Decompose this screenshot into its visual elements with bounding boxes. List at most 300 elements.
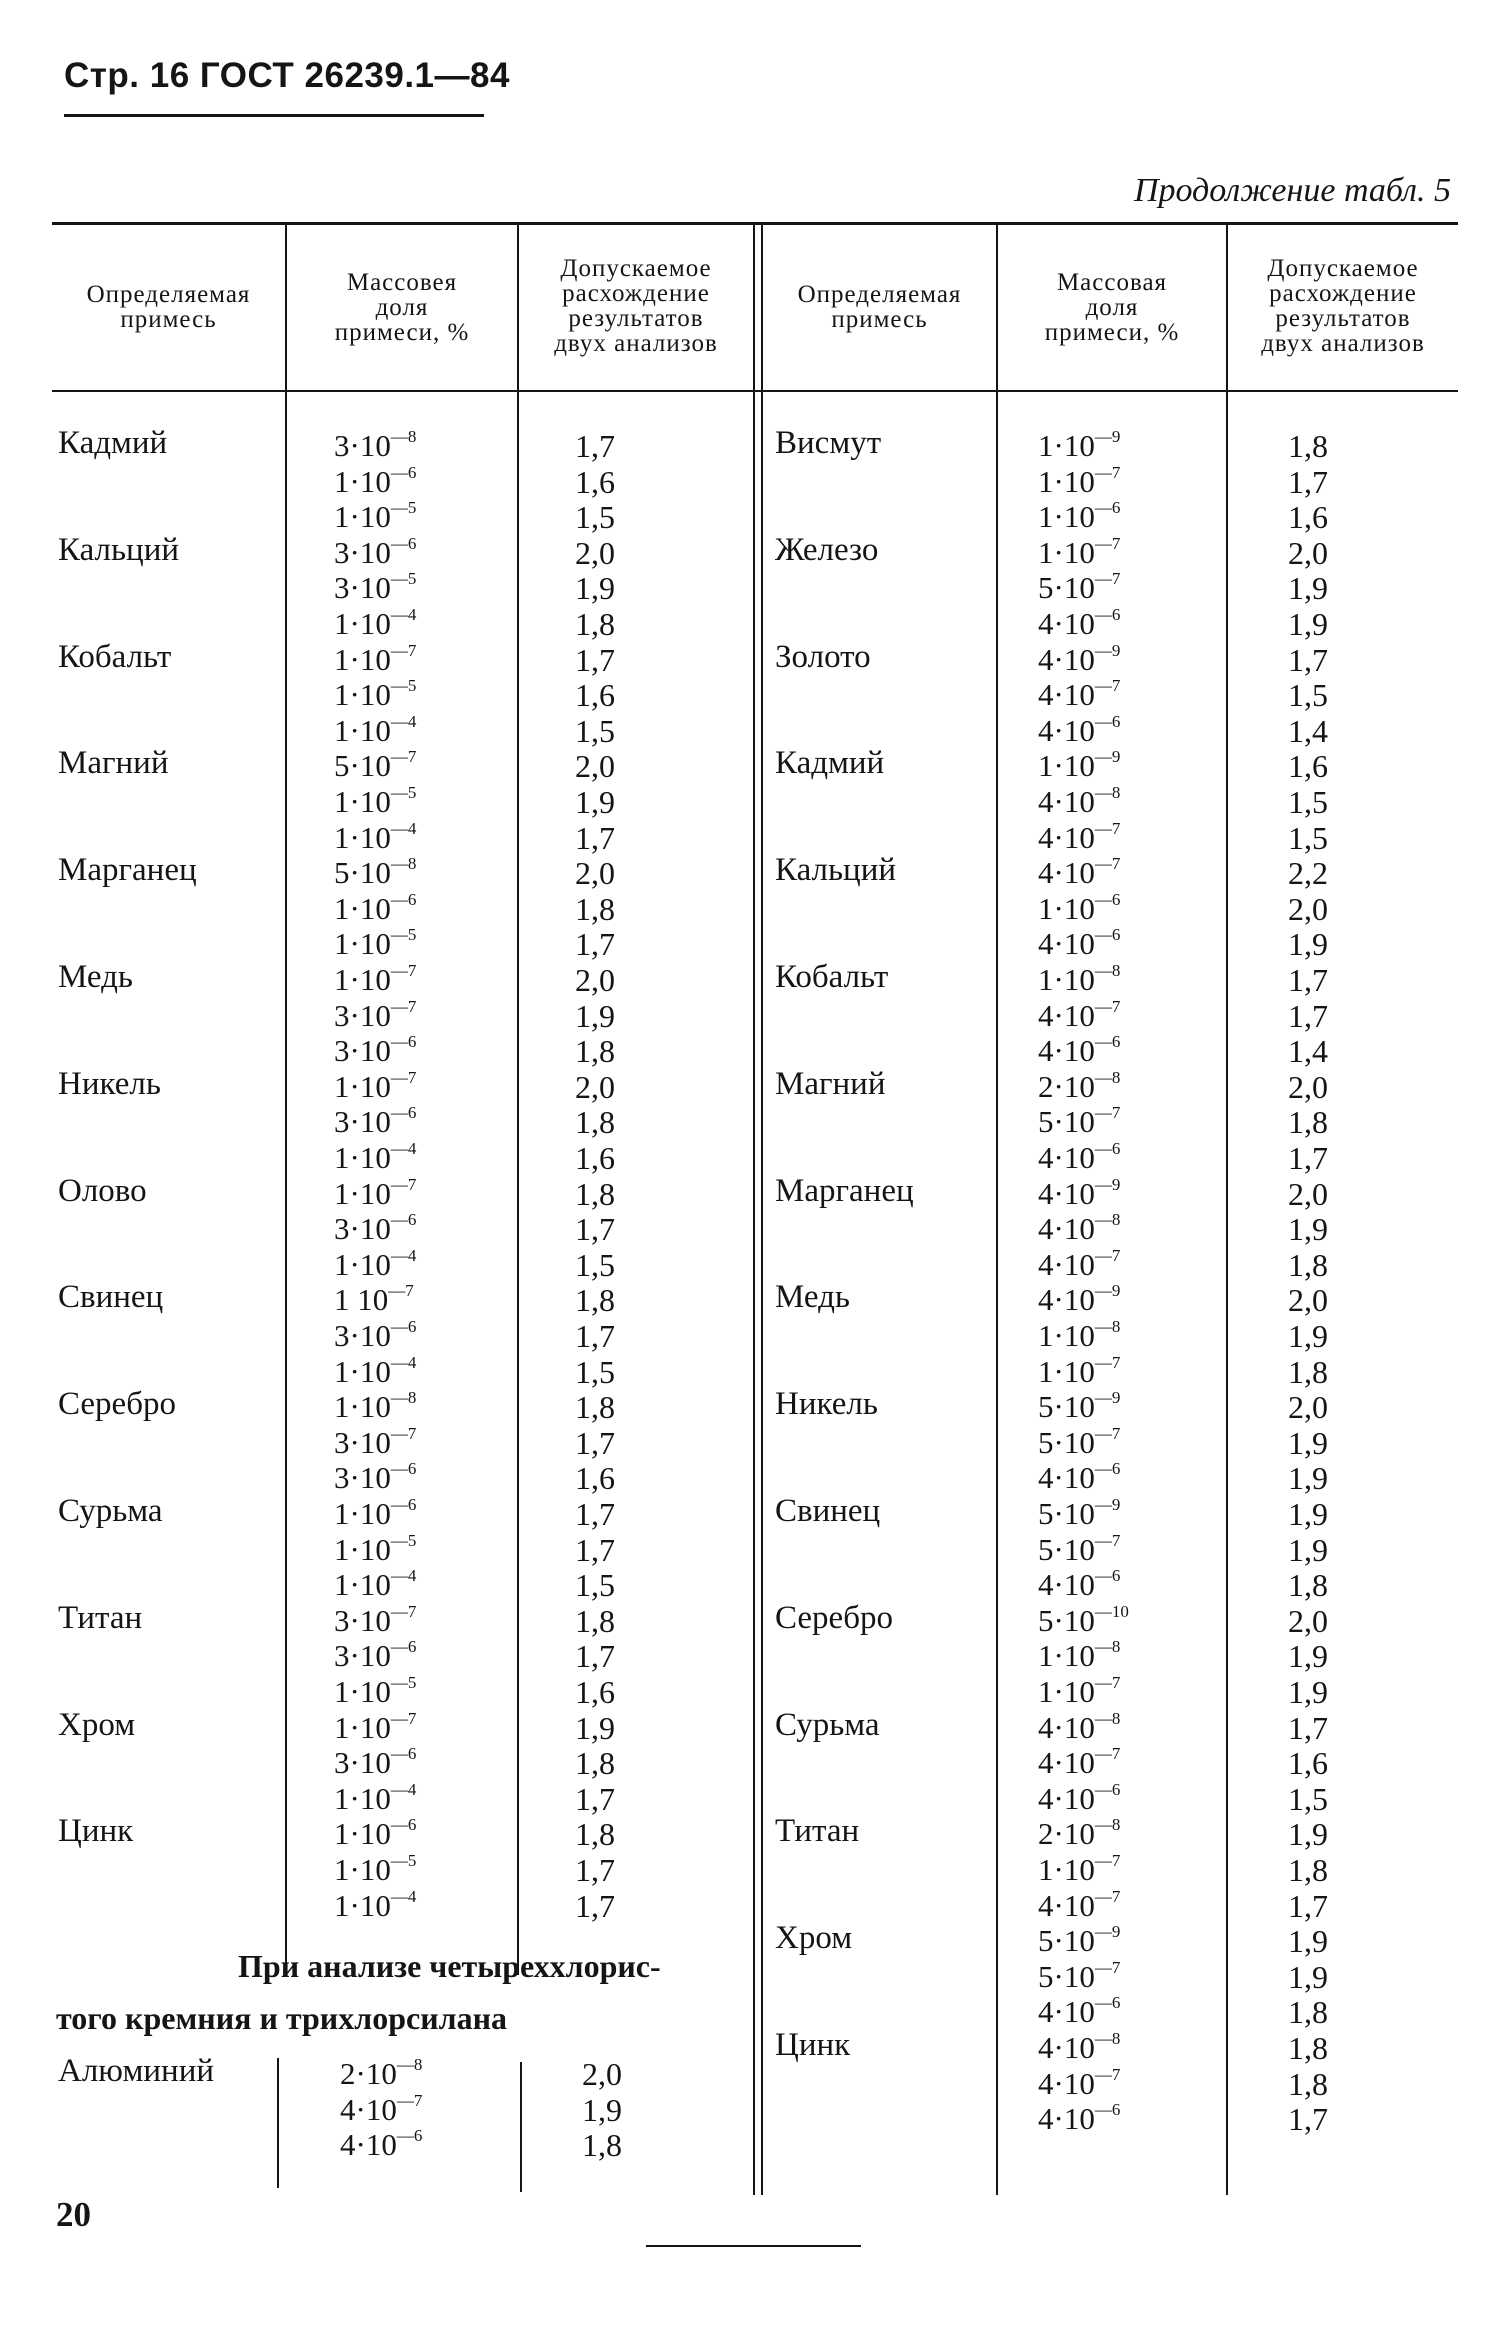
- mass-fraction-exponent: —4: [390, 1352, 417, 1372]
- mass-fraction: [1038, 1425, 1120, 1461]
- allowed-discrepancy: 2,0: [1288, 1282, 1328, 1319]
- mass-fraction-mantissa: 1 10: [334, 1282, 389, 1318]
- mass-fraction-mantissa: 1·10: [1038, 1353, 1095, 1389]
- allowed-discrepancy: 2,0: [1288, 1175, 1328, 1212]
- allowed-discrepancy: 1,6: [575, 1460, 615, 1497]
- mass-fraction: [334, 926, 416, 962]
- impurity-name: Кальций: [775, 852, 897, 889]
- allowed-discrepancy: 1,8: [1288, 1246, 1328, 1283]
- mass-fraction: [1038, 1033, 1120, 1069]
- allowed-discrepancy: 1,8: [1288, 1104, 1328, 1141]
- mass-fraction-exponent: —4: [390, 1139, 417, 1158]
- mass-fraction-mantissa: 1·10: [334, 1674, 391, 1709]
- mass-fraction: [334, 748, 416, 784]
- mass-fraction-mantissa: 1·10: [334, 1567, 391, 1603]
- mass-fraction-exponent: —6: [390, 1210, 417, 1230]
- mass-fraction: [1038, 1496, 1120, 1532]
- table-continuation-label: Продолжение табл. 5: [1133, 172, 1451, 209]
- mass-fraction: [1038, 1745, 1120, 1781]
- allowed-discrepancy: 2,0: [575, 748, 615, 785]
- mass-fraction: [334, 998, 416, 1034]
- allowed-discrepancy: 1,9: [1288, 926, 1328, 963]
- mass-fraction-mantissa: 1·10: [334, 1887, 391, 1923]
- mass-fraction-exponent: —7: [1094, 1673, 1121, 1692]
- mass-fraction: [1038, 677, 1120, 713]
- mass-fraction-mantissa: 1·10: [1038, 890, 1095, 926]
- mass-fraction-exponent: —7: [1094, 533, 1121, 553]
- mass-fraction-exponent: —5: [390, 1673, 417, 1692]
- mass-fraction-mantissa: 1·10: [334, 1175, 391, 1211]
- mass-fraction: [1038, 1710, 1120, 1746]
- mass-fraction: [334, 1460, 416, 1496]
- mass-fraction-exponent: —9: [1094, 1495, 1121, 1514]
- mass-fraction: [334, 642, 416, 678]
- allowed-discrepancy: 1,5: [575, 1246, 615, 1283]
- mass-fraction-exponent: —5: [390, 1851, 417, 1870]
- mass-fraction: [334, 784, 416, 820]
- mass-fraction-mantissa: 4·10: [1038, 1709, 1095, 1745]
- mass-fraction-mantissa: 5·10: [1038, 1496, 1095, 1531]
- mass-fraction: [334, 1176, 416, 1212]
- section-heading: [56, 1940, 736, 2044]
- allowed-discrepancy: 1,7: [1288, 2101, 1328, 2138]
- allowed-discrepancy: 2,0: [575, 855, 615, 892]
- mass-fraction-mantissa: 3·10: [334, 1424, 391, 1460]
- mass-fraction-exponent: —8: [1094, 1210, 1121, 1230]
- mass-fraction: [334, 820, 416, 856]
- mass-fraction: [334, 1211, 416, 1247]
- mass-fraction: [1038, 1532, 1120, 1568]
- mass-fraction: [334, 1603, 416, 1639]
- impurity-name: Цинк: [775, 2027, 851, 2063]
- mass-fraction-exponent: —7: [1094, 1851, 1121, 1870]
- allowed-discrepancy: 1,5: [1288, 819, 1328, 856]
- mass-fraction-exponent: —7: [390, 747, 417, 767]
- mass-fraction-mantissa: 3·10: [334, 1211, 391, 1247]
- mass-fraction: [1038, 1176, 1120, 1212]
- mass-fraction: [334, 891, 416, 927]
- mass-fraction-exponent: —8: [1094, 2029, 1121, 2048]
- mass-fraction-mantissa: 4·10: [340, 2127, 397, 2163]
- mass-fraction-exponent: —6: [1094, 605, 1121, 624]
- mass-fraction-exponent: —9: [1094, 1388, 1121, 1408]
- mass-fraction: [1038, 1603, 1129, 1639]
- allowed-discrepancy: 1,7: [575, 819, 615, 856]
- impurity-name: Алюминий: [58, 2053, 215, 2089]
- mass-fraction: [334, 1354, 416, 1390]
- allowed-discrepancy: 1,9: [1288, 1816, 1328, 1853]
- mass-fraction-exponent: —8: [1094, 1815, 1121, 1835]
- mass-fraction-mantissa: 1·10: [1038, 1638, 1095, 1674]
- allowed-discrepancy: 1,9: [1288, 1318, 1328, 1354]
- impurity-name: Кобальт: [775, 959, 889, 995]
- mass-fraction-exponent: —9: [1094, 1922, 1121, 1942]
- mass-fraction-mantissa: 4·10: [1038, 1887, 1095, 1923]
- mass-fraction-mantissa: 3·10: [334, 997, 391, 1033]
- mass-fraction-mantissa: 1·10: [334, 463, 391, 499]
- allowed-discrepancy: 1,9: [1288, 1496, 1328, 1532]
- mass-fraction: [1038, 1247, 1120, 1283]
- mass-fraction-mantissa: 3·10: [334, 1033, 391, 1069]
- mass-fraction-exponent: —7: [390, 1174, 417, 1194]
- mass-fraction-exponent: —7: [390, 996, 417, 1016]
- mass-fraction-mantissa: 1·10: [334, 712, 391, 748]
- allowed-discrepancy: 1,8: [575, 1745, 615, 1782]
- mass-fraction: [1038, 1104, 1120, 1140]
- mass-fraction-mantissa: 4·10: [1038, 712, 1095, 748]
- allowed-discrepancy: 1,9: [1288, 1923, 1328, 1960]
- allowed-discrepancy: 1,7: [575, 1638, 615, 1675]
- impurity-name: Висмут: [775, 425, 882, 461]
- mass-fraction-mantissa: 1·10: [1038, 962, 1095, 997]
- mass-fraction-exponent: —6: [1094, 711, 1121, 731]
- allowed-discrepancy: 1,7: [1288, 463, 1328, 500]
- impurity-name: Медь: [58, 959, 133, 995]
- mass-fraction-mantissa: 5·10: [1038, 1531, 1095, 1567]
- allowed-discrepancy: 1,5: [575, 1567, 615, 1604]
- mass-fraction-mantissa: 1·10: [334, 1852, 391, 1887]
- mass-fraction-mantissa: 5·10: [1038, 1104, 1095, 1140]
- mass-fraction: [1038, 642, 1120, 678]
- table-top-rule: [52, 222, 1458, 225]
- mass-fraction: [334, 1069, 416, 1105]
- allowed-discrepancy: 1,8: [575, 1282, 615, 1319]
- mass-fraction-mantissa: 1·10: [334, 890, 391, 926]
- col-header-impurity-right: Определяемая примесь: [797, 281, 962, 333]
- mass-fraction: [1038, 1674, 1120, 1710]
- mass-fraction-exponent: —6: [390, 1637, 417, 1657]
- mass-fraction-mantissa: 4·10: [1038, 1780, 1095, 1816]
- mass-fraction-mantissa: 4·10: [1038, 2030, 1095, 2065]
- mass-fraction-exponent: —7: [390, 1423, 417, 1443]
- mass-fraction-mantissa: 4·10: [1038, 1994, 1095, 2030]
- mass-fraction-mantissa: 1·10: [1038, 428, 1095, 463]
- allowed-discrepancy: 1,4: [1288, 712, 1328, 749]
- allowed-discrepancy: 1,8: [575, 1389, 615, 1426]
- mass-fraction-exponent: —7: [1094, 676, 1121, 696]
- allowed-discrepancy: 1,9: [1288, 1958, 1328, 1995]
- mass-fraction-exponent: —5: [390, 783, 417, 802]
- allowed-discrepancy: 1,8: [575, 606, 615, 642]
- allowed-discrepancy: 1,7: [1288, 1887, 1328, 1924]
- allowed-discrepancy: 1,8: [1288, 1567, 1328, 1604]
- mass-fraction-mantissa: 1·10: [334, 1246, 391, 1282]
- mass-fraction-exponent: —7: [396, 2090, 423, 2110]
- mass-fraction-exponent: —7: [1094, 1103, 1121, 1123]
- impurity-name: Сурьма: [775, 1706, 880, 1743]
- allowed-discrepancy: 1,6: [575, 677, 615, 714]
- mass-fraction: [334, 570, 416, 606]
- mass-fraction-exponent: —6: [390, 1744, 417, 1764]
- col-divider-4: [996, 225, 998, 2195]
- aluminium-left-bracket: [277, 2058, 279, 2188]
- allowed-discrepancy: 2,0: [575, 534, 615, 571]
- mass-fraction-exponent: —7: [1094, 462, 1121, 482]
- allowed-discrepancy: 1,7: [1288, 997, 1328, 1034]
- mass-fraction-mantissa: 4·10: [1038, 855, 1095, 891]
- allowed-discrepancy: 1,7: [575, 428, 615, 464]
- mass-fraction-exponent: —7: [390, 640, 417, 660]
- mass-fraction-exponent: —7: [1094, 1423, 1121, 1443]
- mass-fraction: [334, 962, 416, 998]
- impurity-name: Кадмий: [58, 425, 168, 461]
- allowed-discrepancy: 1,5: [575, 712, 615, 749]
- mass-fraction-mantissa: 3·10: [334, 1318, 391, 1353]
- mass-fraction: [334, 535, 416, 571]
- impurity-name: Кадмий: [775, 745, 885, 782]
- mass-fraction-exponent: —7: [390, 1601, 417, 1621]
- header-underline: [64, 114, 484, 117]
- col-divider-5: [1226, 225, 1228, 2195]
- mass-fraction-mantissa: 4·10: [1038, 1175, 1095, 1211]
- mass-fraction: [334, 677, 416, 713]
- mass-fraction: [1038, 464, 1120, 500]
- mass-fraction-mantissa: 3·10: [334, 1460, 391, 1496]
- mass-fraction-exponent: —8: [390, 1388, 417, 1408]
- mass-fraction-mantissa: 3·10: [334, 1745, 391, 1781]
- mass-fraction: [334, 1425, 416, 1461]
- allowed-discrepancy: 2,0: [582, 2056, 622, 2092]
- mass-fraction-mantissa: 2·10: [1038, 1816, 1095, 1852]
- page-header-title: Стр. 16 ГОСТ 26239.1—84: [64, 56, 510, 95]
- mass-fraction-exponent: —6: [390, 1495, 417, 1514]
- allowed-discrepancy: 1,8: [1288, 1994, 1328, 2031]
- mass-fraction: [1038, 1211, 1120, 1247]
- allowed-discrepancy: 1,5: [1288, 1780, 1328, 1817]
- mass-fraction: [334, 1318, 416, 1354]
- mass-fraction-exponent: —7: [1094, 1352, 1121, 1372]
- mass-fraction-exponent: —8: [1094, 1708, 1121, 1728]
- center-double-divider-b: [761, 225, 763, 2195]
- mass-fraction-exponent: —10: [1094, 1601, 1129, 1621]
- allowed-discrepancy: 1,8: [582, 2127, 622, 2164]
- mass-fraction-exponent: —4: [390, 1779, 417, 1799]
- mass-fraction: [1038, 1354, 1120, 1390]
- mass-fraction: [1038, 535, 1120, 571]
- mass-fraction-mantissa: 1·10: [334, 677, 391, 713]
- mass-fraction-mantissa: 4·10: [1038, 2101, 1095, 2137]
- allowed-discrepancy: 1,9: [1288, 1674, 1328, 1710]
- mass-fraction-mantissa: 4·10: [1038, 1033, 1095, 1069]
- allowed-discrepancy: 1,8: [575, 1033, 615, 1070]
- mass-fraction-mantissa: 1·10: [334, 641, 391, 677]
- allowed-discrepancy: 1,7: [575, 1496, 615, 1532]
- mass-fraction-exponent: —6: [390, 533, 417, 553]
- mass-fraction: [334, 1816, 416, 1852]
- mass-fraction-exponent: —7: [1094, 818, 1121, 838]
- allowed-discrepancy: 1,7: [575, 641, 615, 678]
- mass-fraction: [1038, 1282, 1120, 1318]
- mass-fraction-exponent: —6: [1094, 1139, 1121, 1158]
- allowed-discrepancy: 1,9: [575, 784, 615, 820]
- allowed-discrepancy: 1,7: [575, 1531, 615, 1568]
- mass-fraction: [1038, 1994, 1120, 2030]
- allowed-discrepancy: 1,8: [575, 1816, 615, 1853]
- impurity-name: Золото: [775, 638, 871, 675]
- mass-fraction-mantissa: 5·10: [334, 748, 391, 784]
- mass-fraction: [1038, 891, 1120, 927]
- col-header-mass-left: Массовея доля примеси, %: [334, 269, 470, 346]
- mass-fraction-exponent: —7: [1094, 1744, 1121, 1764]
- allowed-discrepancy: 1,8: [1288, 2030, 1328, 2066]
- allowed-discrepancy: 1,9: [1288, 1531, 1328, 1568]
- col-header-tolerance-right: Допускаемое расхождение результатов двух анализов: [1261, 255, 1425, 357]
- mass-fraction: [334, 1710, 416, 1746]
- mass-fraction-mantissa: 4·10: [1038, 1140, 1095, 1175]
- mass-fraction-exponent: —6: [1094, 1779, 1121, 1799]
- allowed-discrepancy: 2,0: [1288, 1068, 1328, 1105]
- impurity-name: Серебро: [58, 1386, 176, 1423]
- mass-fraction-exponent: —6: [390, 1815, 417, 1835]
- mass-fraction: [334, 1674, 416, 1710]
- mass-fraction-mantissa: 2·10: [340, 2056, 397, 2091]
- allowed-discrepancy: 1,8: [1288, 2065, 1328, 2102]
- impurity-name: Магний: [775, 1065, 886, 1102]
- allowed-discrepancy: 1,9: [575, 570, 615, 607]
- mass-fraction-exponent: —5: [390, 498, 417, 518]
- allowed-discrepancy: 1,9: [1288, 606, 1328, 642]
- mass-fraction-mantissa: 3·10: [334, 570, 391, 606]
- allowed-discrepancy: 1,8: [1288, 1353, 1328, 1390]
- mass-fraction: [1038, 1888, 1120, 1924]
- mass-fraction-exponent: —8: [390, 854, 417, 874]
- mass-fraction-exponent: —4: [390, 1245, 417, 1265]
- footer-rule: [646, 2245, 861, 2247]
- mass-fraction-exponent: —8: [390, 427, 417, 446]
- allowed-discrepancy: 1,6: [575, 1140, 615, 1176]
- allowed-discrepancy: 1,7: [1288, 1709, 1328, 1746]
- col-header-tolerance-left: Допускаемое расхождение результатов двух анализов: [554, 255, 718, 357]
- mass-fraction-mantissa: 1·10: [334, 1389, 391, 1425]
- mass-fraction-mantissa: 1·10: [1038, 499, 1095, 535]
- mass-fraction-mantissa: 3·10: [334, 1638, 391, 1674]
- allowed-discrepancy: 1,8: [1288, 1852, 1328, 1888]
- mass-fraction-exponent: —9: [1094, 640, 1121, 660]
- mass-fraction-exponent: —4: [390, 605, 417, 624]
- mass-fraction-exponent: —6: [1094, 1993, 1121, 2013]
- mass-fraction-mantissa: 1·10: [334, 1531, 391, 1567]
- mass-fraction-exponent: —7: [1094, 1245, 1121, 1265]
- mass-fraction-mantissa: 1·10: [334, 1709, 391, 1745]
- col-header-mass-right: Массовая доля примеси, %: [1044, 269, 1180, 346]
- mass-fraction: [340, 2056, 422, 2092]
- allowed-discrepancy: 1,9: [575, 997, 615, 1034]
- allowed-discrepancy: 2,0: [1288, 534, 1328, 571]
- mass-fraction-mantissa: 1·10: [334, 1816, 391, 1852]
- mass-fraction: [1038, 1389, 1120, 1425]
- mass-fraction: [334, 1282, 414, 1318]
- allowed-discrepancy: 1,7: [1288, 1140, 1328, 1176]
- allowed-discrepancy: 1,7: [575, 1211, 615, 1248]
- mass-fraction-exponent: —7: [1094, 996, 1121, 1016]
- mass-fraction-exponent: —6: [390, 462, 417, 482]
- impurity-name: Марганец: [775, 1172, 914, 1209]
- impurity-name: Сурьма: [58, 1493, 163, 1529]
- mass-fraction-mantissa: 4·10: [1038, 1460, 1095, 1496]
- mass-fraction: [1038, 998, 1120, 1034]
- allowed-discrepancy: 1,6: [575, 463, 615, 500]
- mass-fraction: [340, 2127, 422, 2163]
- mass-fraction-exponent: —6: [1094, 1032, 1121, 1052]
- mass-fraction-exponent: —8: [396, 2055, 423, 2074]
- mass-fraction-exponent: —5: [390, 676, 417, 696]
- mass-fraction-mantissa: 5·10: [1038, 570, 1095, 606]
- mass-fraction-exponent: —7: [390, 961, 417, 980]
- impurity-name: Титан: [58, 1599, 143, 1636]
- mass-fraction-mantissa: 5·10: [1038, 1602, 1095, 1638]
- allowed-discrepancy: 1,7: [575, 1887, 615, 1924]
- mass-fraction: [1038, 2030, 1120, 2066]
- mass-fraction-mantissa: 4·10: [1038, 2065, 1095, 2101]
- mass-fraction-mantissa: 1·10: [334, 1140, 391, 1175]
- mass-fraction: [334, 606, 416, 642]
- allowed-discrepancy: 1,6: [1288, 748, 1328, 785]
- mass-fraction-mantissa: 3·10: [334, 428, 391, 463]
- allowed-discrepancy: 1,6: [1288, 1745, 1328, 1782]
- mass-fraction-exponent: —9: [1094, 427, 1121, 446]
- mass-fraction-exponent: —6: [390, 1103, 417, 1123]
- impurity-name: Титан: [775, 1813, 860, 1850]
- mass-fraction: [1038, 784, 1120, 820]
- allowed-discrepancy: 1,4: [1288, 1033, 1328, 1070]
- mass-fraction-exponent: —9: [1094, 1281, 1121, 1301]
- mass-fraction: [1038, 2066, 1120, 2102]
- mass-fraction-exponent: —4: [390, 1566, 417, 1586]
- mass-fraction: [334, 713, 416, 749]
- mass-fraction-exponent: —8: [1094, 1317, 1121, 1336]
- mass-fraction-mantissa: 1·10: [1038, 1674, 1095, 1709]
- mass-fraction-mantissa: 1·10: [1038, 534, 1095, 570]
- mass-fraction: [1038, 570, 1120, 606]
- mass-fraction: [1038, 1852, 1120, 1888]
- mass-fraction: [334, 1852, 416, 1888]
- mass-fraction-exponent: —8: [1094, 1067, 1121, 1087]
- impurity-name: Хром: [775, 1920, 853, 1957]
- mass-fraction-mantissa: 1·10: [334, 1068, 391, 1104]
- mass-fraction-exponent: —6: [1094, 498, 1121, 518]
- impurity-name: Свинец: [58, 1279, 164, 1316]
- mass-fraction-mantissa: 4·10: [1038, 1211, 1095, 1247]
- mass-fraction: [1038, 1959, 1120, 1995]
- table-header-rule: [52, 390, 1458, 392]
- allowed-discrepancy: 2,0: [575, 962, 615, 998]
- mass-fraction-exponent: —4: [390, 711, 417, 731]
- allowed-discrepancy: 1,9: [582, 2091, 622, 2128]
- mass-fraction: [1038, 1923, 1120, 1959]
- mass-fraction-exponent: —9: [1094, 747, 1121, 767]
- mass-fraction-exponent: —7: [1094, 854, 1121, 874]
- mass-fraction: [334, 1888, 416, 1924]
- mass-fraction: [1038, 2101, 1120, 2137]
- mass-fraction-exponent: —5: [390, 1530, 417, 1550]
- mass-fraction-mantissa: 1·10: [1038, 1318, 1095, 1353]
- mass-fraction: [1038, 1816, 1120, 1852]
- mass-fraction: [334, 1781, 416, 1817]
- mass-fraction-exponent: —6: [390, 1317, 417, 1336]
- mass-fraction: [334, 1033, 416, 1069]
- mass-fraction-mantissa: 4·10: [1038, 1745, 1095, 1781]
- mass-fraction: [1038, 1638, 1120, 1674]
- mass-fraction-exponent: —8: [1094, 783, 1121, 802]
- allowed-discrepancy: 2,0: [1288, 890, 1328, 927]
- mass-fraction-mantissa: 1·10: [334, 784, 391, 819]
- mass-fraction-mantissa: 1·10: [334, 926, 391, 962]
- allowed-discrepancy: 1,8: [575, 1602, 615, 1639]
- mass-fraction-mantissa: 3·10: [334, 534, 391, 570]
- mass-fraction-mantissa: 1·10: [334, 1496, 391, 1531]
- allowed-discrepancy: 2,0: [1288, 1602, 1328, 1639]
- aluminium-right-bracket: [520, 2062, 522, 2192]
